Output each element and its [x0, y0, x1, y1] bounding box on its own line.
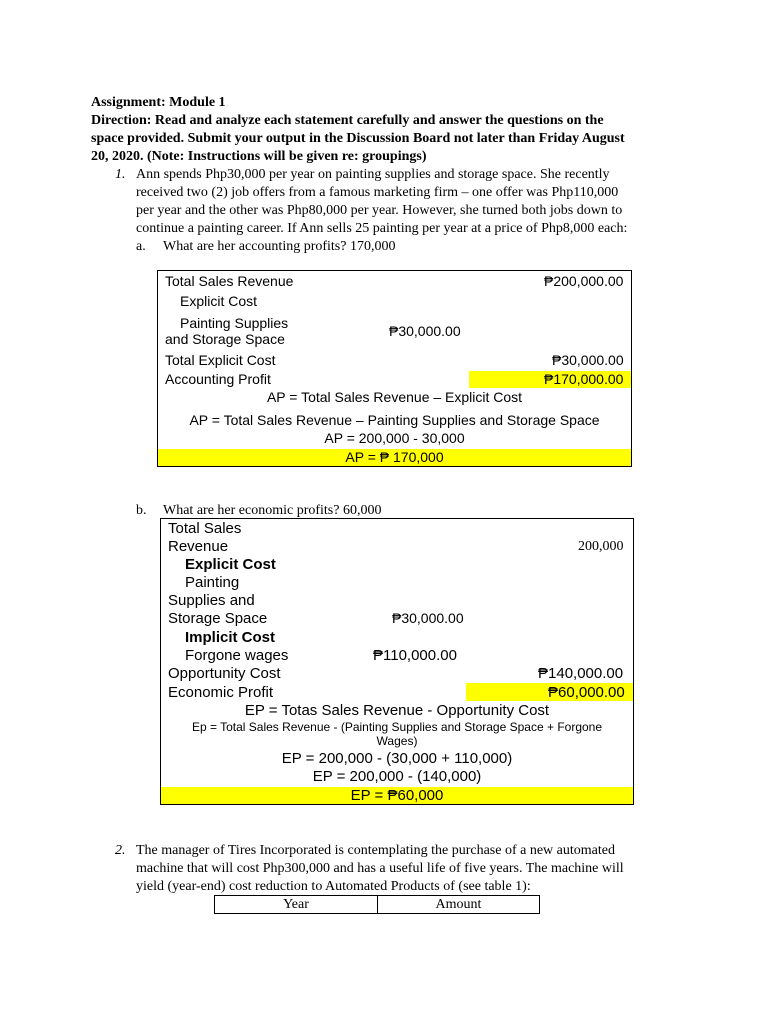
ap-formula-1: AP = Total Sales Revenue – Explicit Cost — [266, 389, 523, 405]
ep-formula-5: EP = ₱60,000 — [350, 787, 444, 804]
ep-total-sales-value: 200,000 — [578, 539, 624, 554]
table-header-year: Year — [215, 896, 378, 914]
cost-reduction-table — [214, 895, 540, 914]
q1-text-line-1: Ann spends Php30,000 per year on painting supplies and storage space. She recently — [136, 167, 610, 182]
ap-formula-2: AP = Total Sales Revenue – Painting Supplies and Storage Space — [189, 412, 600, 428]
ap-total-sales-value: ₱200,000.00 — [544, 273, 624, 289]
direction-line-1: Direction: Read and analyze each statement carefully and answer the questions on the — [91, 113, 604, 128]
ap-total-explicit-label: Total Explicit Cost — [165, 352, 276, 368]
q1b-question: What are her economic profits? 60,000 — [163, 503, 382, 518]
q1a-label: a. — [136, 239, 146, 254]
ap-total-sales-label: Total Sales Revenue — [165, 273, 294, 289]
ep-opportunity-label: Opportunity Cost — [168, 665, 281, 682]
direction-line-2: space provided. Submit your output in the Discussion Board not later than Friday August — [91, 131, 625, 146]
direction-line-3: 20, 2020. (Note: Instructions will be given re: groupings) — [91, 149, 427, 164]
q1b-label: b. — [136, 503, 147, 518]
ep-formula-3: EP = 200,000 - (30,000 + 110,000) — [281, 750, 513, 767]
table-header-amount: Amount — [378, 896, 540, 914]
q2-text-line-1: The manager of Tires Incorporated is contemplating the purchase of a new automated — [136, 843, 615, 858]
ap-formula-4: AP = ₱ 170,000 — [345, 449, 444, 465]
q2-text-line-2: machine that will cost Php300,000 and has a useful life of five years. The machine will — [136, 861, 624, 876]
ep-painting-label-3: Storage Space — [168, 610, 268, 627]
ep-formula-2-line-1: Ep = Total Sales Revenue - (Painting Supplies and Storage Space + Forgone — [191, 720, 603, 734]
ep-implicit-cost-label: Implicit Cost — [185, 629, 276, 646]
ep-painting-value: ₱30,000.00 — [392, 610, 464, 626]
ap-painting-value: ₱30,000.00 — [389, 323, 461, 339]
ep-opportunity-value: ₱140,000.00 — [538, 665, 624, 682]
assignment-title: Assignment: Module 1 — [91, 95, 226, 110]
ap-painting-label-1: Painting Supplies — [180, 315, 289, 331]
ep-forgone-label: Forgone wages — [185, 647, 289, 664]
q1-number: 1. — [115, 167, 126, 182]
ep-painting-label-2: Supplies and — [168, 592, 255, 609]
ep-formula-1: EP = Totas Sales Revenue - Opportunity Cost — [244, 702, 550, 719]
ap-accounting-profit-label: Accounting Profit — [165, 371, 271, 387]
ap-explicit-cost-label: Explicit Cost — [180, 293, 258, 309]
ep-total-sales-label-1: Total Sales — [168, 520, 242, 537]
q1-text-line-3: per year and the other was Php80,000 per year. However, she turned both jobs down to — [136, 203, 623, 218]
q2-number: 2. — [115, 843, 126, 858]
ep-economic-profit-label: Economic Profit — [168, 684, 274, 701]
ep-forgone-value: ₱110,000.00 — [373, 647, 457, 664]
q1-text-line-4: continue a painting career. If Ann sells 25 painting per year at a price of Php8,000 each: — [136, 221, 628, 236]
ep-painting-label-1: Painting — [185, 574, 240, 591]
ep-economic-profit-value: ₱60,000.00 — [548, 684, 625, 701]
ep-formula-2-line-2: Wages) — [376, 734, 418, 748]
ep-explicit-cost-label: Explicit Cost — [185, 556, 276, 573]
ap-total-explicit-value: ₱30,000.00 — [552, 352, 624, 368]
ap-accounting-profit-value: ₱170,000.00 — [544, 371, 624, 387]
table-header-row — [215, 896, 540, 914]
q1-text-line-2: received two (2) job offers from a famous marketing firm – one offer was Php110,000 — [136, 185, 619, 200]
ep-total-sales-label-2: Revenue — [168, 538, 229, 555]
q2-text-line-3: yield (year-end) cost reduction to Automated Products of (see table 1): — [136, 879, 531, 894]
ap-painting-label-2: and Storage Space — [165, 331, 285, 347]
q1a-question: What are her accounting profits? 170,000 — [163, 239, 396, 254]
ap-formula-3: AP = 200,000 - 30,000 — [324, 430, 465, 446]
ep-formula-4: EP = 200,000 - (140,000) — [312, 768, 482, 785]
